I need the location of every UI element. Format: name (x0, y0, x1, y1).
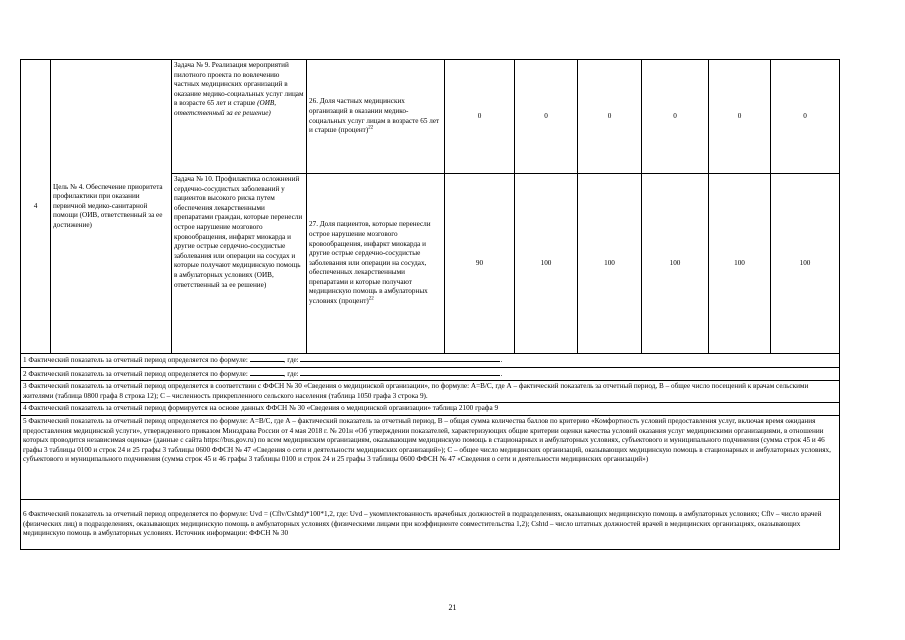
value-cell: 0 (445, 60, 515, 174)
footnote-6: 6 Фактический показатель за отчетный период определяется по формуле: Uvd = (Cflv/Cshtd)*100*1,2, где: Uvd – укомплектованность врачебных должностей в подразделениях, оказывающих медицинскую помощь в амбулаторных условиях; Cflv – число врачей (физических лиц) в подразделениях, оказывающих медицинскую помощь в амбулаторных условиях (физическими лицами при коэффициенте совместительства 1,2); Cshtd – число штатных должностей врачей в медицинских организациях, оказывающих медицинскую помощь в амбулаторных условиях. Источник информации: ФФСН № 30 (21, 499, 840, 549)
task-responsible: (ОИВ, ответственный за ее решение) (174, 99, 277, 117)
footnote-row (21, 415, 840, 499)
footnote-3: 3 Фактический показатель за отчетный период определяется в соответствии с ФФСН № 30 «Сведения о медицинской организации», по формуле: А=В/С, где А – фактический показатель за отчетный период, В – общее число посещений к врачам сельскими жителями (таблица 0800 графа 8 строка 12); С – численность прикрепленного сельского населения (таблица 1050 графа 3 строка 9). (21, 381, 840, 403)
row-number: 4 (21, 60, 51, 354)
value-cell: 100 (642, 174, 709, 354)
indicators-table (20, 59, 840, 550)
indicator-cell (307, 174, 445, 354)
footnote-1: 1 Фактический показатель за отчетный период определяется по формуле: , где: . (21, 354, 840, 368)
value-cell: 0 (771, 60, 840, 174)
indicator-text: 26. Доля частных медицинских организаций в оказании медико-социальных услуг лицам в возрасте 65 лет и старше (процент) (309, 97, 440, 135)
footnote-4: 4 Фактический показатель за отчетный период формируется на основе данных ФФСН № 30 «Сведения о медицинской организации» таблица 2100 графа 9 (21, 403, 840, 416)
footnote-ref: 22 (368, 296, 374, 302)
footnote-row (21, 354, 840, 368)
footnote-row (21, 403, 840, 416)
footnote-5: 5 Фактический показатель за отчетный период определяется по формуле: А=В/С, где А – фактический показатель за отчетный период, В – общая сумма количества баллов по критерию «Комфортность условий предоставления услуг, включая время ожидания предоставления медицинской услуги», утвержденного приказом Минздрава России от 4 мая 2018 г. № 201н «Об утверждении показателей, характеризующих общие критерии оценки качества условий оказания услуг медицинскими организациями, в отношении которых проводится независимая оценка» (данные с сайта https://bus.gov.ru) по всем медицинским организациям, оказывающим медицинскую помощь в стационарных и амбулаторных условиях, субъектового и муниципального подчинения (сумма строк 45 и 46 графы 3 таблицы 0100 и строк 24 и 25 графы 3 таблицы 0600 ФФСН № 47 «Сведения о сети и деятельности медицинских организаций»); С – общее число медицинских организаций, оказывающих медицинскую помощь в стационарных и амбулаторных условиях, субъектового и муниципального подчинения (сумма строк 45 и 46 графы 3 таблицы 0100 и строк 24 и 25 графы 3 таблицы 0600 ФФСН № 47 «Сведения о сети и деятельности медицинских организаций») (21, 415, 840, 499)
value-cell: 90 (445, 174, 515, 354)
task-text: Задача № 10. Профилактика осложнений сердечно-сосудистых заболеваний у пациентов высокого риска путем обеспечения лекарственными препаратами граждан, которые перенесли острое нарушение мозгового кровообращения, инфаркт миокарда и другие острые сердечно-сосудистые заболевания или операции на сосудах и которые получают медицинскую помощь в амбулаторных условиях (ОИВ, ответственный за ее решение) (174, 175, 303, 289)
indicator-text: 27. Доля пациентов, которые перенесли острое нарушение мозгового кровообращения, инфаркт миокарда и другие острые сердечно-сосудистые заболевания или операции на сосудах, обеспеченных лекарственными препаратами и которые получают медицинскую помощь в амбулаторных условиях (процент) (309, 220, 431, 306)
footnote-2: 2 Фактический показатель за отчетный период определяется по формуле: , где: . (21, 367, 840, 381)
footnote-ref: 22 (368, 125, 374, 131)
task-cell (172, 60, 307, 174)
value-cell: 0 (642, 60, 709, 174)
task-cell (172, 174, 307, 354)
value-cell: 100 (515, 174, 578, 354)
footnote-row (21, 499, 840, 549)
footnote-row (21, 367, 840, 381)
footnote-row (21, 381, 840, 403)
value-cell: 100 (578, 174, 642, 354)
indicator-cell (307, 60, 445, 174)
value-cell: 0 (515, 60, 578, 174)
goal-cell: Цель № 4. Обеспечение приоритета профилактики при оказании первичной медико-санитарной помощи (ОИВ, ответственный за ее достижение) (51, 60, 172, 354)
value-cell: 0 (709, 60, 771, 174)
value-cell: 100 (771, 174, 840, 354)
page-number: 21 (448, 603, 457, 612)
table-row (21, 60, 840, 174)
value-cell: 100 (709, 174, 771, 354)
value-cell: 0 (578, 60, 642, 174)
task-text: Задача № 9. Реализация мероприятий пилотного проекта по вовлечению частных медицинских организаций в оказание медико-социальных услуг лицам в возрасте 65 лет и старше (174, 61, 304, 108)
